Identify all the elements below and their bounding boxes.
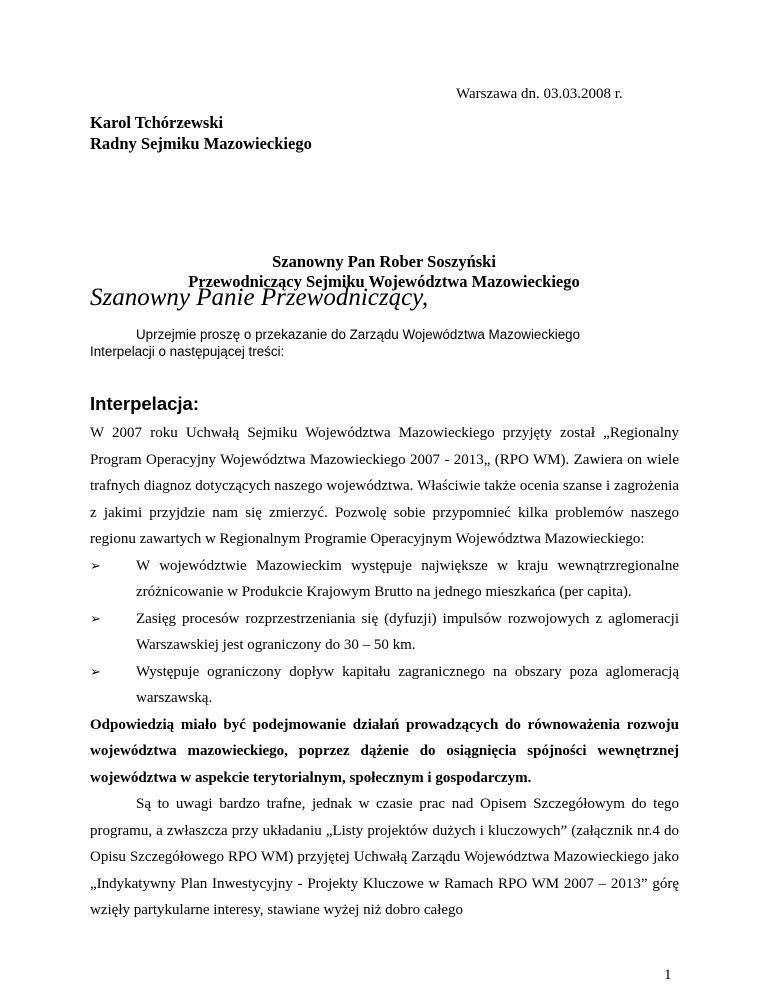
salutation: Szanowny Panie Przewodniczący, xyxy=(90,284,429,311)
page-number: 1 xyxy=(664,967,672,983)
intro-paragraph: W 2007 roku Uchwałą Sejmiku Województwa Mazowieckiego przyjęty został „Regionalny Program Operacyjny Województwa Mazowieckiego 2007 - 2013„ (RPO WM). Zawiera on wiele trafnych diagnoz dotyczących naszego województwa. Właściwie także ocenia szanse i zagrożenia z jakimi przyjdzie nam się zmierzyć. Pozwolę sobie przypomnieć kilka problemów naszego regionu zawartych w Regionalnym Programie Operacyjnym Województwa Mazowieckiego: xyxy=(90,425,679,547)
sender-title: Radny Sejmiku Mazowieckiego xyxy=(90,134,312,153)
arrowhead-bullet-icon: ➢ xyxy=(90,663,101,679)
section-heading: Interpelacja: xyxy=(90,393,199,415)
addressee-name: Szanowny Pan Rober Soszyński xyxy=(272,252,496,271)
arrowhead-bullet-icon: ➢ xyxy=(90,557,101,573)
list-item xyxy=(90,659,679,712)
addressee-title: Przewodniczący Sejmiku Województwa Mazowieckiego xyxy=(188,272,580,291)
emphasis-paragraph: Odpowiedzią miało być podejmowanie działań prowadzących do równoważenia rozwoju województwa mazowieckiego, poprzez dążenie do osiągnięcia spójności wewnętrznej województwa w aspekcie terytorialnym, społecznym i gospodarczym. xyxy=(90,716,679,786)
list-item-text: Występuje ograniczony dopływ kapitału zagranicznego na obszary poza aglomeracją warszawską. xyxy=(136,663,679,706)
arrowhead-bullet-icon: ➢ xyxy=(90,610,101,626)
sender-name: Karol Tchórzewski xyxy=(90,113,224,132)
closing-paragraph: Są to uwagi bardzo trafne, jednak w czasie prac nad Opisem Szczegółowym do tego programu, a zwłaszcza przy układaniu „Listy projektów dużych i kluczowych” (załącznik nr.4 do Opisu Szczegółowego RPO WM) przyjętej Uchwałą Zarządu Województwa Mazowieckiego jako „Indykatywny Plan Inwestycyjny - Projekty Kluczowe w Ramach RPO WM 2007 – 2013” górę wzięły partykularne interesy, stawiane wyżej niż dobro całego xyxy=(90,796,679,918)
list-item-text: W województwie Mazowieckim występuje największe w kraju wewnątrzregionalne zróżnicowanie w Produkcie Krajowym Brutto na jednego mieszkańca (per capita). xyxy=(136,557,679,600)
list-item xyxy=(90,606,679,659)
sender-block xyxy=(90,112,312,154)
list-item xyxy=(90,553,679,606)
request-paragraph xyxy=(90,326,680,360)
request-line-1: Uprzejmie proszę o przekazanie do Zarządu Województwa Mazowieckiego xyxy=(136,327,581,342)
interpellation-body xyxy=(90,420,679,924)
letter-date: Warszawa dn. 03.03.2008 r. xyxy=(456,86,623,102)
request-line-2: Interpelacji o następującej treści: xyxy=(90,344,285,359)
problem-list xyxy=(90,553,679,712)
list-item-text: Zasięg procesów rozprzestrzeniania się (dyfuzji) impulsów rozwojowych z aglomeracji Warszawskiej jest ograniczony do 30 – 50 km. xyxy=(136,610,679,653)
